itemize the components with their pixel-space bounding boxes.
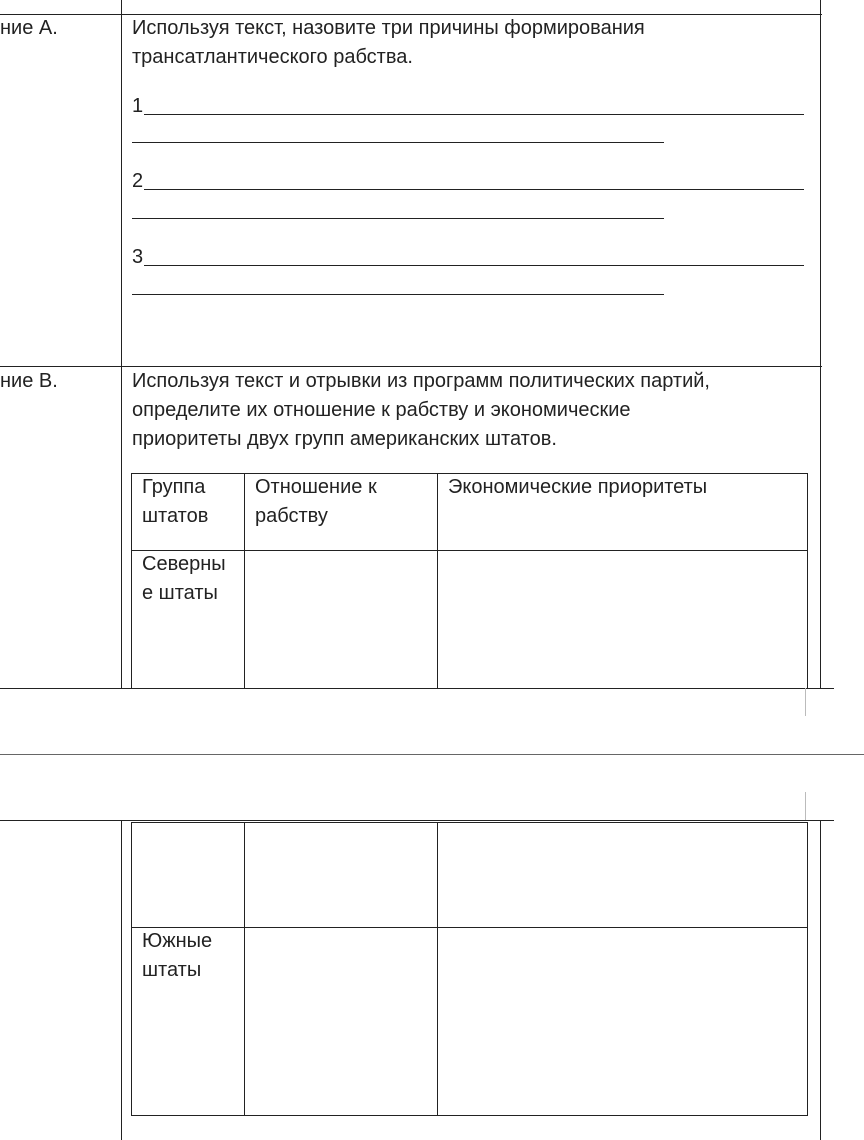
inner-table-left-border <box>131 473 132 688</box>
inner-table-right-border-cont <box>807 822 808 1115</box>
task-a-instruction-line1: Используя текст, назовите три причины формирования <box>132 17 645 39</box>
row-south-line1: Южные <box>142 930 213 952</box>
outer-table-divider-left-cont <box>121 820 122 1140</box>
inner-table-col-divider-2-cont <box>437 822 438 1115</box>
page-bottom-edge <box>0 688 834 689</box>
header-group-line1: Группа <box>142 476 206 498</box>
task-a-instruction-line2: трансатлантического рабства. <box>132 46 413 68</box>
inner-table-bottom-border <box>131 1115 808 1116</box>
inner-table-top-border-cont <box>131 822 808 823</box>
answer-number-3: 3 <box>132 246 144 268</box>
answer-line-2b[interactable] <box>132 218 664 219</box>
task-b-label: ние В. <box>0 370 58 392</box>
page-top-edge <box>0 820 834 821</box>
answer-line-3a[interactable] <box>144 265 804 266</box>
task-b-instruction-line1: Используя текст и отрывки из программ политических партий, <box>132 370 710 392</box>
inner-table-header-separator <box>131 550 808 551</box>
answer-line-2a[interactable] <box>144 189 804 190</box>
row-south-line2: штаты <box>142 959 202 981</box>
task-b-instruction-line2: определите их отношение к рабству и экономические <box>132 399 631 421</box>
task-b-instruction-line3: приоритеты двух групп американских штатов. <box>132 428 557 450</box>
answer-line-3b[interactable] <box>132 294 664 295</box>
header-economic-priorities: Экономические приоритеты <box>448 476 708 498</box>
task-a-label: ние А. <box>0 17 58 39</box>
inner-table-row-separator <box>131 927 808 928</box>
answer-line-1a[interactable] <box>144 114 804 115</box>
row-north-line2: е штаты <box>142 582 218 604</box>
outer-table-divider-left <box>121 0 122 688</box>
inner-table-left-border-cont <box>131 822 132 1115</box>
answer-line-1b[interactable] <box>132 142 664 143</box>
outer-table-right-border <box>820 0 821 688</box>
page-gap-separator <box>0 754 864 755</box>
answer-number-2: 2 <box>132 170 144 192</box>
row-north-line1: Северны <box>142 553 226 575</box>
header-group-line2: штатов <box>142 505 209 527</box>
inner-table-right-border <box>807 473 808 688</box>
page-corner-mark-bottom <box>805 688 806 716</box>
answer-number-1: 1 <box>132 95 144 117</box>
inner-table-col-divider-1-cont <box>244 822 245 1115</box>
inner-table-col-divider-1 <box>244 473 245 688</box>
inner-table-col-divider-2 <box>437 473 438 688</box>
page-corner-mark-top <box>805 792 806 820</box>
header-attitude-line2: рабству <box>255 505 328 527</box>
header-attitude-line1: Отношение к <box>255 476 377 498</box>
outer-table-right-border-cont <box>820 820 821 1140</box>
